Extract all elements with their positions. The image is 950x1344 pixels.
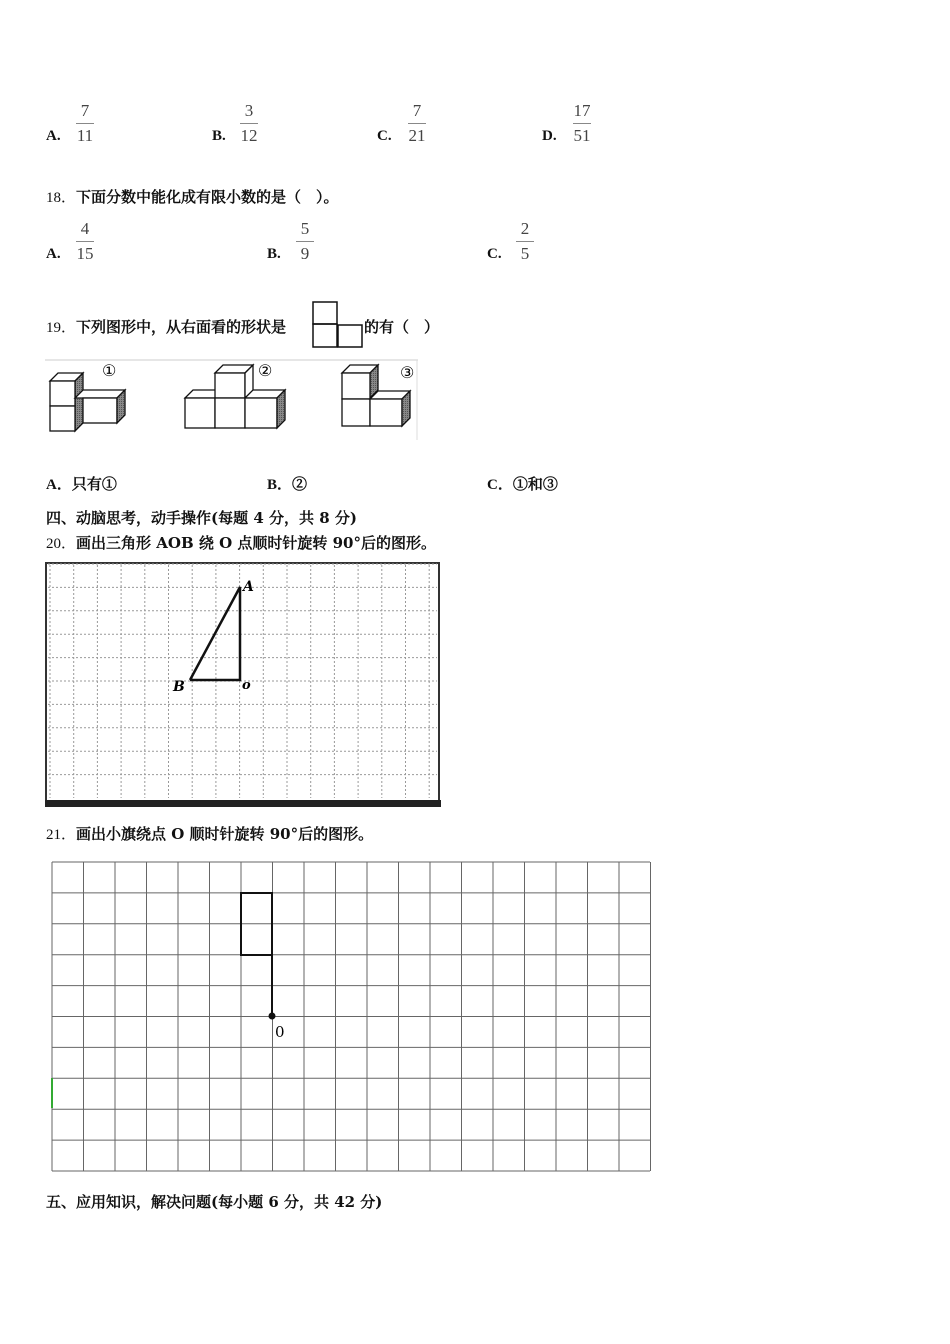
- option-label: A.: [46, 246, 61, 262]
- numerator: 7: [80, 101, 90, 120]
- numerator: 3: [244, 101, 254, 120]
- figure-label: ③: [400, 363, 415, 382]
- point-o: [269, 1013, 276, 1020]
- question-number: 19．: [46, 320, 77, 336]
- rotation-grid-flag: [50, 860, 654, 1174]
- option-text: 只有①: [71, 477, 117, 493]
- fraction: [240, 101, 258, 146]
- fraction: [408, 101, 426, 146]
- figure-1: [50, 373, 125, 431]
- section-5-title: 五、应用知识，解决问题(每小题 6 分，共 42 分): [46, 1193, 383, 1211]
- question-number: 20．: [46, 536, 77, 552]
- option-label: A．: [46, 477, 72, 493]
- option-text: ②: [292, 477, 308, 493]
- question-text: 的有（ ）: [364, 318, 440, 336]
- point-b-label: B: [173, 679, 185, 695]
- denominator: 11: [76, 126, 94, 145]
- figure-label: ②: [258, 361, 273, 380]
- numerator: 5: [300, 219, 310, 238]
- denominator: 21: [408, 126, 426, 145]
- option-label: C．: [487, 477, 513, 493]
- point-a-label: A: [243, 579, 254, 595]
- numerator: 7: [412, 101, 422, 120]
- question-20: [46, 532, 436, 553]
- numerator: 4: [80, 219, 90, 238]
- option-label: A.: [46, 128, 61, 144]
- question-number: 21．: [46, 827, 77, 843]
- option-label: B.: [267, 246, 281, 262]
- question-text: 下面分数中能化成有限小数的是（ ）。: [76, 188, 339, 206]
- cube-figures: [45, 359, 420, 441]
- point-o-label: 0: [275, 1023, 285, 1041]
- numerator: 2: [520, 219, 530, 238]
- option-label: D.: [542, 128, 557, 144]
- option-label: B.: [212, 128, 226, 144]
- option-c: [487, 473, 558, 494]
- figure-label: ①: [102, 361, 117, 380]
- question-21: [46, 823, 373, 844]
- numerator: 17: [573, 101, 591, 120]
- question-number: 18．: [46, 190, 77, 206]
- fraction: [516, 219, 534, 264]
- question-text: 下列图形中，从右面看的形状是: [76, 318, 287, 336]
- denominator: 15: [76, 244, 94, 263]
- fraction: [76, 219, 94, 264]
- option-label: C.: [487, 246, 502, 262]
- section-4-title: 四、动脑思考，动手操作(每题 4 分，共 8 分): [46, 509, 357, 527]
- option-label: B．: [267, 477, 293, 493]
- denominator: 51: [573, 126, 591, 145]
- point-o-label: o: [242, 678, 251, 693]
- option-a: [46, 473, 117, 494]
- denominator: 5: [520, 244, 530, 263]
- fraction: [296, 219, 314, 264]
- option-label: C.: [377, 128, 392, 144]
- right-view-shape: [312, 301, 364, 349]
- denominator: 9: [300, 244, 310, 263]
- rotation-grid-triangle: [45, 562, 441, 807]
- fraction: [573, 101, 591, 146]
- fraction: [76, 101, 94, 146]
- question-text: 画出小旗绕点 O 顺时针旋转 90°后的图形。: [76, 825, 374, 843]
- option-text: ①和③: [512, 477, 558, 493]
- question-18: [46, 186, 339, 207]
- question-text: 画出三角形 AOB 绕 O 点顺时针旋转 90°后的图形。: [76, 534, 436, 552]
- question-19: [46, 316, 286, 337]
- denominator: 12: [240, 126, 258, 145]
- option-b: [267, 473, 307, 494]
